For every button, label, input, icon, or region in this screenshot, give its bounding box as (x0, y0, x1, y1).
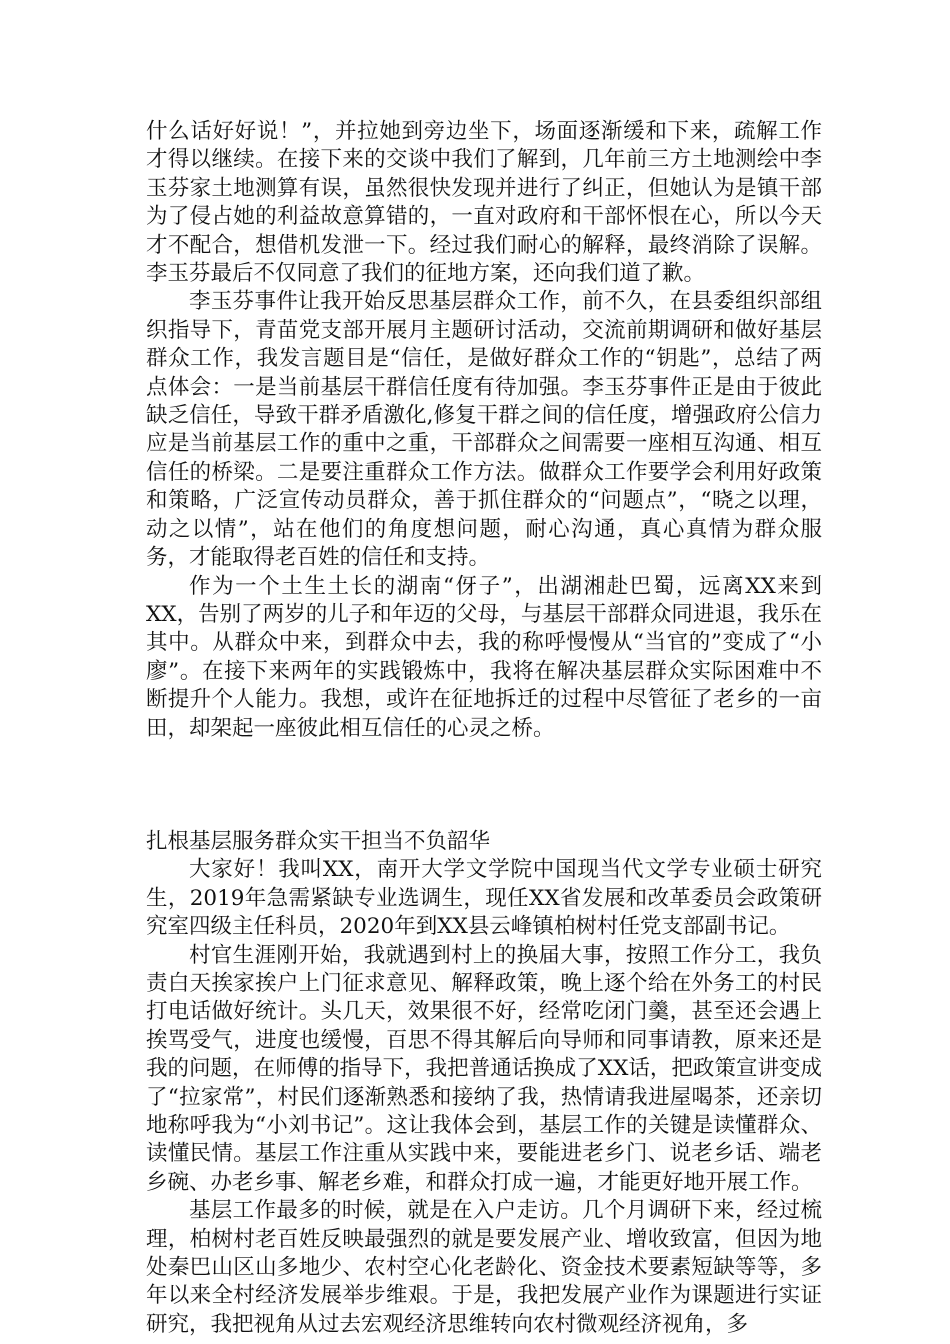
paragraph: 基层工作最多的时候，就是在入户走访。几个月调研下来，经过梳理，柏树村老百姓反映最强烈的就是要发展产业、增收致富，但因为地处秦巴山区山多地少、农村空心化老龄化、资金技术要素短缺等等，多年以来全村经济发展举步维艰。于是，我把发展产业作为课题进行实证研究，我把视角从过去宏观经济思维转向农村微观经济视角，多 (146, 1198, 822, 1337)
document-body (146, 118, 822, 1339)
section-spacer (146, 743, 822, 828)
paragraph: 大家好！我叫XX，南开大学文学院中国现当代文学专业硕士研究生，2019年急需紧缺专业选调生，现任XX省发展和改革委员会政策研究室四级主任科员，2020年到XX县云峰镇柏树村任党支部副书记。 (146, 857, 822, 940)
paragraph-continued: 什么话好好说！”，并拉她到旁边坐下，场面逐渐缓和下来，疏解工作才得以继续。在接下来的交谈中我们了解到，几年前三方土地测绘中李玉芬家土地测算有误，虽然很快发现并进行了纠正，但她认为是镇干部为了侵占她的利益故意算错的，一直对政府和干部怀恨在心，所以今天才不配合，想借机发泄一下。经过我们耐心的解释，最终消除了误解。李玉芬最后不仅同意了我们的征地方案，还向我们道了歉。 (146, 119, 822, 287)
paragraph: 作为一个土生土长的湖南“伢子”，出湖湘赴巴蜀，远离XX来到XX，告别了两岁的儿子和年迈的父母，与基层干部群众同进退，我乐在其中。从群众中来，到群众中去，我的称呼慢慢从“当官的”变成了“小廖”。在接下来两年的实践锻炼中，我将在解决基层群众实际困难中不断提升个人能力。我想，或许在征地拆迁的过程中尽管征了老乡的一亩田，却架起一座彼此相互信任的心灵之桥。 (146, 573, 822, 741)
section-title: 扎根基层服务群众实干担当不负韶华 (146, 828, 491, 854)
paragraph: 李玉芬事件让我开始反思基层群众工作，前不久，在县委组织部组织指导下，青苗党支部开展月主题研讨活动，交流前期调研和做好基层群众工作，我发言题目是“信任，是做好群众工作的“钥匙”，总结了两点体会：一是当前基层干群信任度有待加强。李玉芬事件正是由于彼此缺乏信任，导致干群矛盾激化,修复干群之间的信任度，增强政府公信力应是当前基层工作的重中之重，干部群众之间需要一座相互沟通、相互信任的桥梁。二是要注重群众工作方法。做群众工作要学会利用好政策和策略，广泛宣传动员群众，善于抓住群众的“问题点”，“晓之以理，动之以情”，站在他们的角度想问题，耐心沟通，真心真情为群众服务，才能取得老百姓的信任和支持。 (146, 289, 822, 571)
paragraph: 村官生涯刚开始，我就遇到村上的换届大事，按照工作分工，我负责白天挨家挨户上门征求意见、解释政策，晚上逐个给在外务工的村民打电话做好统计。头几天，效果很不好，经常吃闭门羹，甚至还会遇上挨骂受气，进度也缓慢，百思不得其解后向导师和同事请教，原来还是我的问题，在师傅的指导下，我把普通话换成了XX话，把政策宣讲变成了“拉家常”，村民们逐渐熟悉和接纳了我，热情请我进屋喝茶，还亲切地称呼我为“小刘书记”。这让我体会到，基层工作的关键是读懂群众、读懂民情。基层工作注重从实践中来，要能进老乡门、说老乡话、端老乡碗、办老乡事、解老乡难，和群众打成一遍，才能更好地开展工作。 (146, 942, 822, 1195)
